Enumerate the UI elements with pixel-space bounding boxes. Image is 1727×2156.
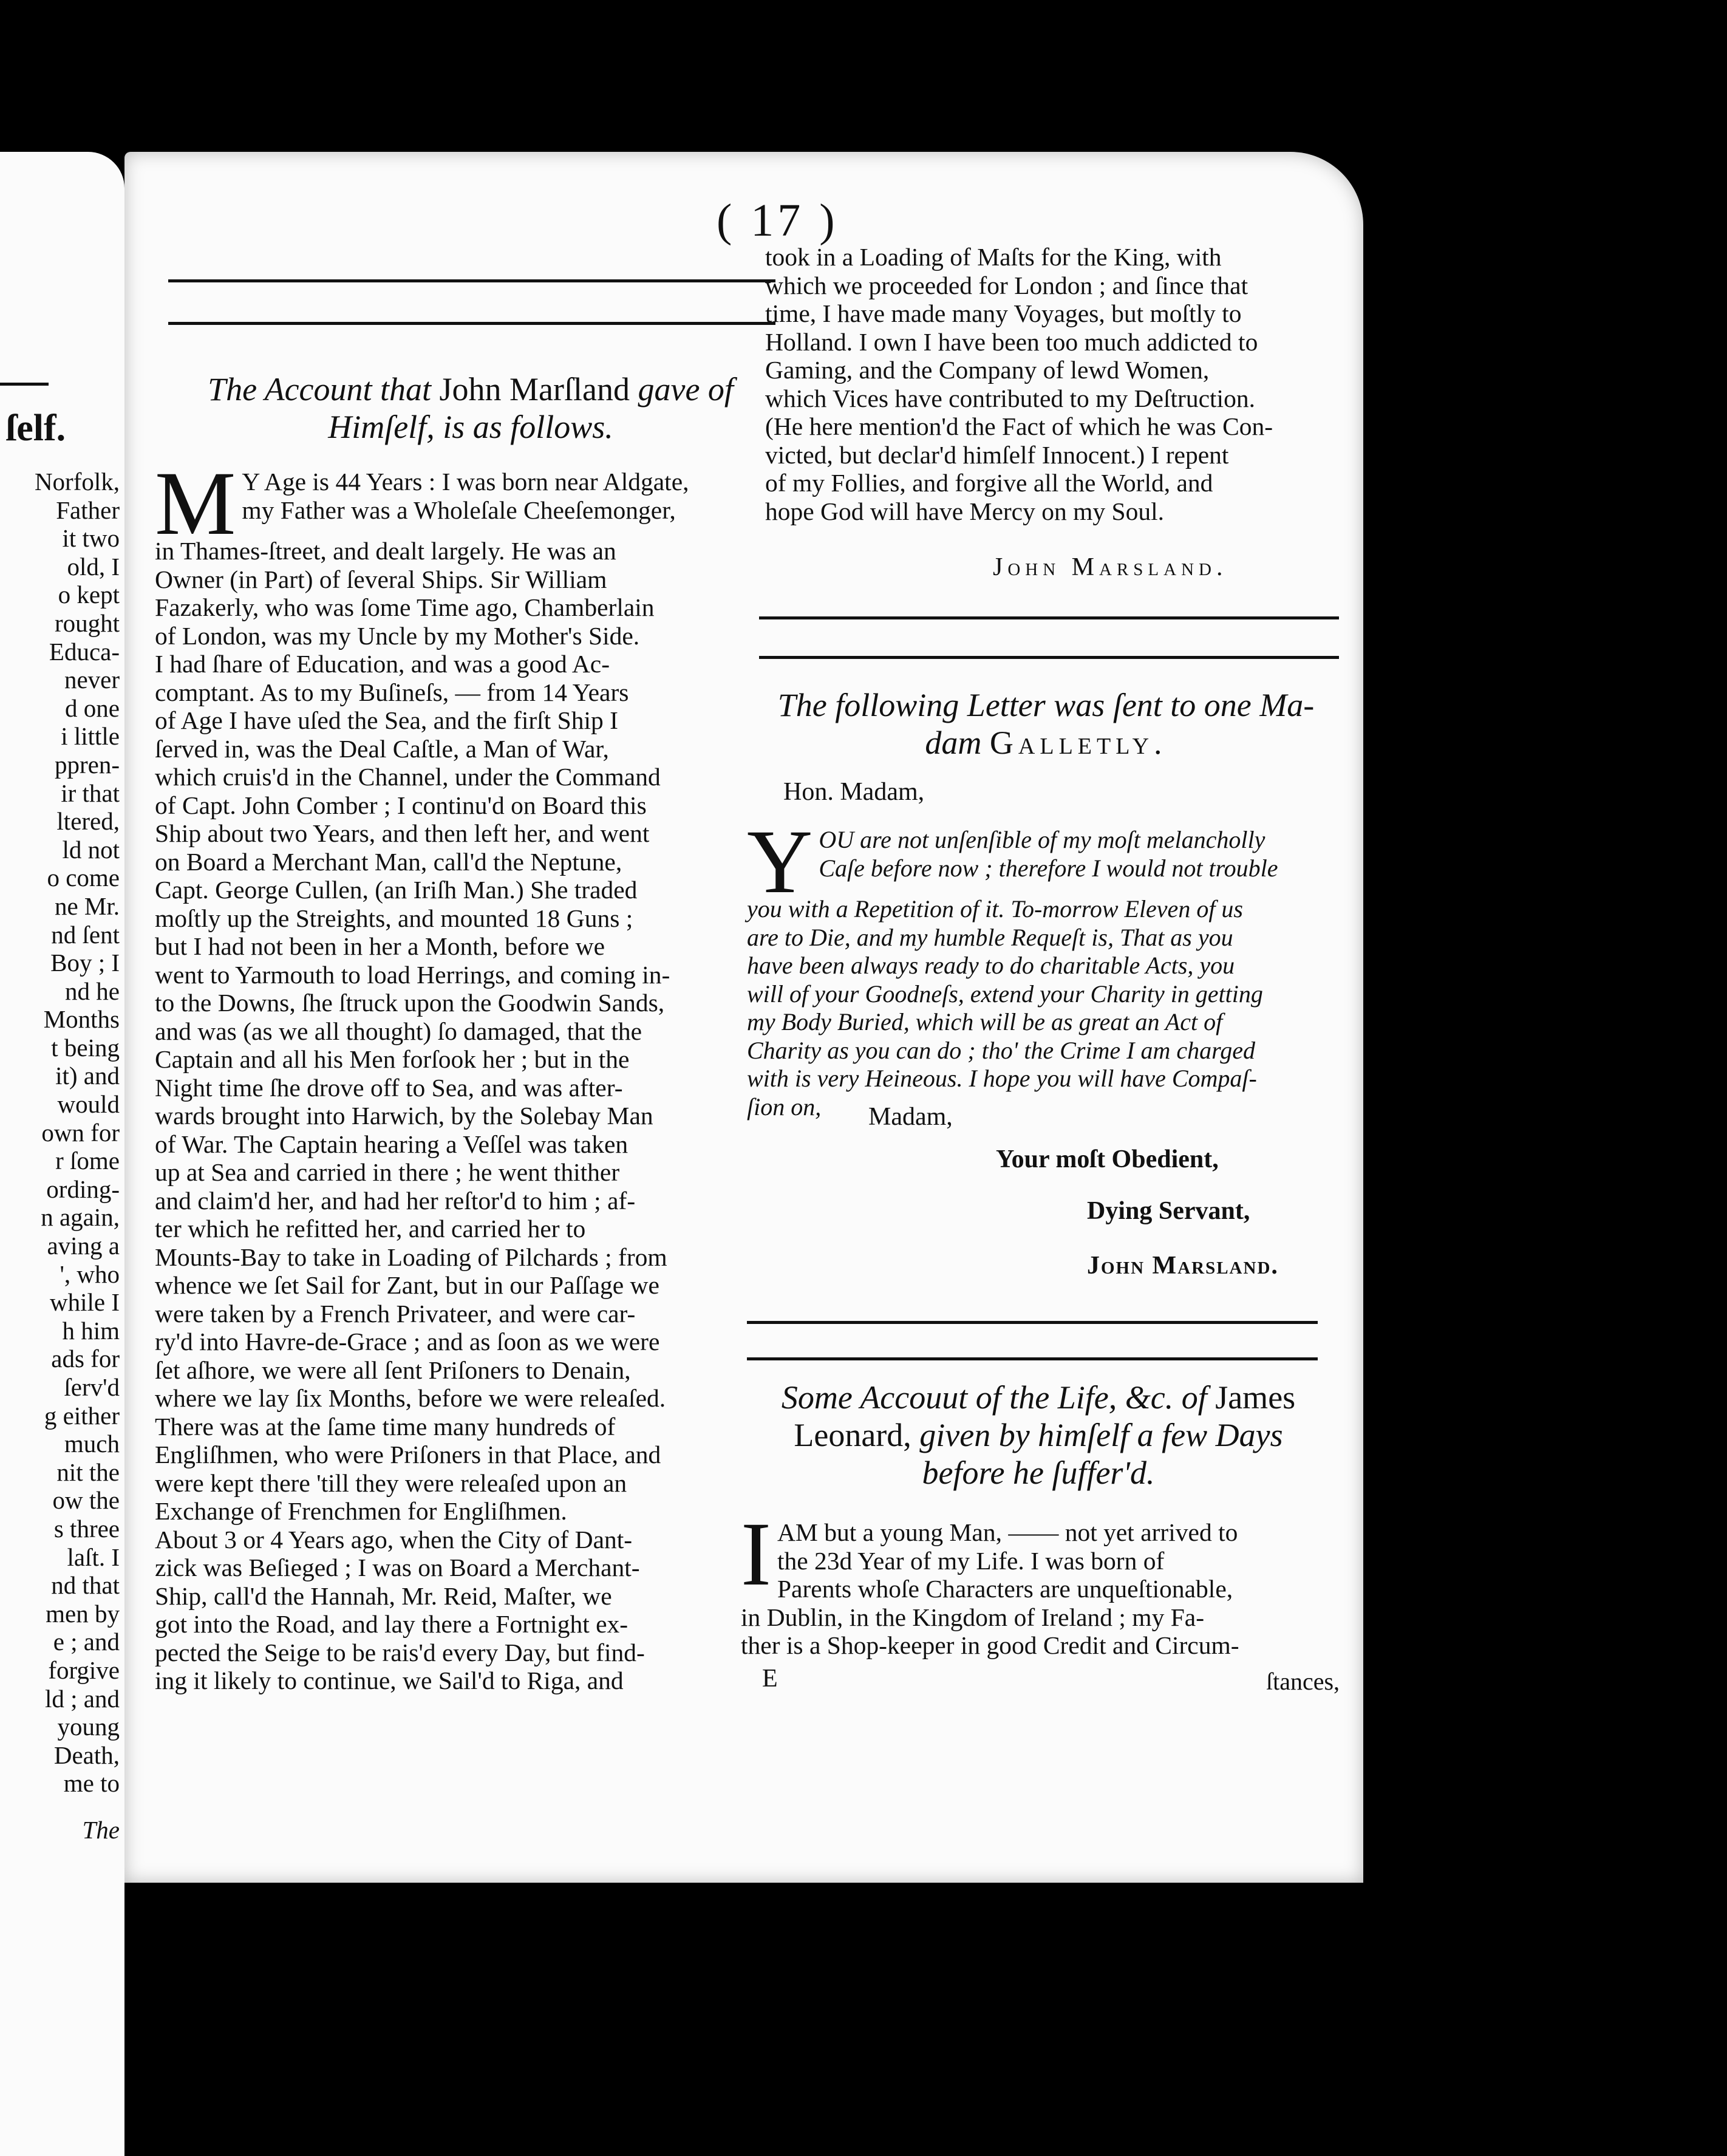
facing-line: ld not bbox=[62, 835, 120, 864]
facing-page-rule bbox=[0, 383, 49, 386]
text-line: of War. The Captain hearing a Veſſel was taken bbox=[155, 1130, 628, 1158]
facing-page-text bbox=[35, 468, 120, 1844]
text-line: of Capt. John Comber ; I continu'd on Board this bbox=[155, 791, 647, 819]
text-line: Parents whoſe Characters are unqueſtionable, bbox=[777, 1575, 1233, 1603]
facing-line: would bbox=[57, 1090, 120, 1119]
text-line: were kept there 'till they were releaſed upon an bbox=[155, 1469, 627, 1497]
letter-signature: John Marsland. bbox=[1087, 1252, 1279, 1280]
facing-line: g either bbox=[44, 1401, 120, 1430]
marsland-signature: John Marsland. bbox=[993, 553, 1228, 581]
text-line: Engliſhmen, who were Priſoners in that Place, and bbox=[155, 1441, 661, 1469]
facing-line: s three bbox=[53, 1514, 120, 1543]
text-line: ter which he refitted her, and carried her to bbox=[155, 1215, 586, 1243]
section-rule-bottom bbox=[759, 656, 1339, 659]
facing-line: rought bbox=[54, 609, 120, 637]
marsland-account bbox=[155, 453, 783, 1695]
letter-heading bbox=[753, 686, 1339, 762]
facing-line: men by bbox=[46, 1599, 120, 1628]
letter-closing-servant: Dying Servant, bbox=[1087, 1197, 1250, 1225]
text-line: Gaming, and the Company of lewd Women, bbox=[765, 356, 1210, 384]
drop-cap: Y bbox=[747, 811, 813, 912]
facing-line: Boy ; I bbox=[50, 949, 120, 977]
facing-line: it two bbox=[62, 524, 120, 553]
facing-line: e ; and bbox=[53, 1628, 120, 1656]
leonard-heading bbox=[738, 1379, 1339, 1492]
text-line: victed, but declar'd himſelf Innocent.) I repent bbox=[765, 440, 1229, 469]
letter-closing-madam: Madam, bbox=[868, 1103, 953, 1131]
facing-line: ads for bbox=[51, 1345, 120, 1373]
text-line: were taken by a French Privateer, and were car- bbox=[155, 1299, 636, 1328]
text-line: which we proceeded for London ; and ſince that bbox=[765, 271, 1248, 299]
text-line: in Thames-ſtreet, and dealt largely. He was an bbox=[155, 537, 616, 565]
signature-mark: E bbox=[762, 1665, 778, 1693]
facing-line: ne Mr. bbox=[54, 892, 120, 920]
facing-line: Months bbox=[43, 1005, 120, 1034]
text-line: got into the Road, and lay there a Fortnight ex- bbox=[155, 1610, 628, 1638]
text-line: Charity as you can do ; tho' the Crime I am charged bbox=[747, 1036, 1255, 1064]
letter-closing-obedient: Your moſt Obedient, bbox=[996, 1145, 1219, 1173]
facing-line: nit the bbox=[56, 1458, 120, 1486]
facing-line: me to bbox=[63, 1769, 120, 1798]
text-line: ſet aſhore, we were all ſent Priſoners to Denain, bbox=[155, 1356, 631, 1384]
facing-line: i little bbox=[61, 722, 120, 751]
text-line: went to Yarmouth to load Herrings, and coming in- bbox=[155, 960, 670, 989]
text-line: OU are not unſenſible of my moſt melancholly bbox=[819, 826, 1265, 853]
text-line: Exchange of Frenchmen for Engliſhmen. bbox=[155, 1497, 567, 1525]
header-rule-bottom bbox=[168, 322, 775, 325]
marsland-heading-name: John Marſland bbox=[439, 371, 630, 408]
catchword: ſtances, bbox=[1266, 1668, 1340, 1695]
facing-line: own for bbox=[41, 1118, 120, 1147]
text-line: (He here mention'd the Fact of which he was Con- bbox=[765, 412, 1273, 440]
facing-line: ow the bbox=[52, 1486, 120, 1515]
facing-line: Educa- bbox=[49, 637, 120, 666]
facing-line: never bbox=[64, 666, 120, 694]
marsland-continuation bbox=[765, 243, 1339, 525]
facing-line: ording- bbox=[46, 1175, 120, 1203]
text-line: ing it likely to continue, we Sail'd to Riga, and bbox=[155, 1666, 624, 1694]
text-line: ſion on, bbox=[747, 1093, 822, 1121]
text-line: my Father was a Wholeſale Cheeſemonger, bbox=[242, 496, 676, 524]
text-line: comptant. As to my Buſineſs, — from 14 Years bbox=[155, 678, 629, 706]
text-line: which Vices have contributed to my Deſtruction. bbox=[765, 384, 1255, 412]
text-line: ry'd into Havre-de-Grace ; and as ſoon as we were bbox=[155, 1328, 660, 1356]
text-line: ſerved in, was the Deal Caſtle, a Man of War, bbox=[155, 734, 609, 763]
text-line: of London, was my Uncle by my Mother's Side. bbox=[155, 621, 640, 650]
drop-cap: M bbox=[155, 453, 236, 554]
text-line: but I had not been in her a Month, before we bbox=[155, 932, 605, 960]
facing-page-fragment bbox=[0, 152, 124, 2156]
text-line: Ship, call'd the Hannah, Mr. Reid, Maſter, we bbox=[155, 1581, 612, 1610]
facing-line: nd that bbox=[51, 1571, 120, 1600]
letter-heading-line1: The following Letter was ſent to one Ma- bbox=[777, 687, 1315, 723]
text-line: wards brought into Harwich, by the Solebay Man bbox=[155, 1102, 653, 1130]
facing-line: o kept bbox=[58, 581, 120, 609]
text-line: Mounts-Bay to take in Loading of Pilchards ; from bbox=[155, 1243, 667, 1271]
facing-line: while I bbox=[50, 1288, 120, 1317]
facing-line: it) and bbox=[55, 1062, 120, 1090]
facing-line: d one bbox=[65, 694, 120, 722]
facing-line: nd ſent bbox=[51, 920, 120, 949]
section-rule-bottom bbox=[747, 1357, 1318, 1360]
facing-line: o come bbox=[47, 864, 120, 892]
leonard-account bbox=[741, 1504, 1324, 1660]
facing-line: n again, bbox=[41, 1203, 120, 1232]
text-line: pected the Seige to be rais'd every Day, but find- bbox=[155, 1638, 645, 1666]
text-line: took in a Loading of Maſts for the King, with bbox=[765, 243, 1222, 271]
text-line: of my Follies, and forgive all the World, and bbox=[765, 469, 1213, 497]
text-line: to the Downs, ſhe ſtruck upon the Goodwin Sands, bbox=[155, 989, 665, 1017]
section-rule-top bbox=[747, 1321, 1318, 1324]
leonard-heading-name: James bbox=[1215, 1379, 1296, 1416]
leonard-heading-name: Leonard, bbox=[794, 1417, 911, 1453]
facing-page-heading: ſelf. bbox=[6, 408, 66, 449]
leonard-heading-part: Some Accouut of the Life, &c. of bbox=[781, 1379, 1207, 1416]
text-line: About 3 or 4 Years ago, when the City of Dant- bbox=[155, 1525, 633, 1554]
facing-line: old, I bbox=[67, 552, 120, 581]
text-line: the 23d Year of my Life. I was born of bbox=[777, 1546, 1165, 1575]
text-line: zick was Beſieged ; I was on Board a Merchant- bbox=[155, 1554, 640, 1581]
text-line: There was at the ſame time many hundreds of bbox=[155, 1412, 616, 1441]
facing-line: nd he bbox=[65, 977, 120, 1005]
text-line: Capt. George Cullen, (an Iriſh Man.) She traded bbox=[155, 876, 638, 904]
text-line: Holland. I own I have been too much addicted to bbox=[765, 327, 1258, 356]
text-line: moſtly up the Streights, and mounted 18 Guns ; bbox=[155, 904, 633, 932]
marsland-heading-part: gave of bbox=[638, 371, 734, 408]
text-line: hope God will have Mercy on my Soul. bbox=[765, 497, 1164, 525]
text-line: and was (as we all thought) ſo damaged, that the bbox=[155, 1017, 642, 1045]
page bbox=[124, 152, 1363, 1883]
marsland-heading-part: The Account that bbox=[208, 371, 432, 408]
letter-body bbox=[747, 811, 1339, 1121]
text-line: with is very Heineous. I hope you will have Compaſ- bbox=[747, 1065, 1257, 1092]
text-line: Captain and all his Men forſook her ; but in the bbox=[155, 1045, 630, 1073]
page-number: ( 17 ) bbox=[717, 195, 839, 246]
drop-cap: I bbox=[741, 1504, 771, 1605]
text-line: and claim'd her, and had her reſtor'd to him ; af- bbox=[155, 1186, 636, 1215]
facing-line: ', who bbox=[60, 1260, 120, 1288]
text-line: AM but a young Man, —— not yet arrived to bbox=[777, 1518, 1238, 1546]
facing-line: Norfolk, bbox=[34, 468, 120, 496]
text-line: Owner (in Part) of ſeveral Ships. Sir William bbox=[155, 565, 607, 593]
facing-line: Death, bbox=[53, 1741, 120, 1769]
facing-line: r ſome bbox=[55, 1147, 120, 1175]
facing-line: ld ; and bbox=[45, 1684, 120, 1713]
facing-line: forgive bbox=[48, 1656, 120, 1684]
text-line: Night time ſhe drove off to Sea, and was after- bbox=[155, 1073, 623, 1102]
text-line: up at Sea and carried in there ; he went thither bbox=[155, 1158, 620, 1186]
facing-line: t being bbox=[51, 1033, 120, 1062]
text-line: whence we ſet Sail for Zant, but in our Paſſage we bbox=[155, 1271, 659, 1299]
text-line: ther is a Shop-keeper in good Credit and Circum- bbox=[741, 1631, 1239, 1659]
facing-footer: The bbox=[82, 1815, 120, 1844]
facing-line: ltered, bbox=[56, 807, 120, 836]
leonard-heading-line3: before he ſuffer'd. bbox=[922, 1455, 1155, 1491]
letter-heading-name: Galletly. bbox=[989, 725, 1167, 761]
text-line: time, I have made many Voyages, but moſtly to bbox=[765, 299, 1242, 327]
text-line: Caſe before now ; therefore I would not trouble bbox=[819, 854, 1278, 882]
facing-line: aving a bbox=[47, 1232, 120, 1260]
letter-heading-part: dam bbox=[925, 725, 982, 761]
text-line: on Board a Merchant Man, call'd the Neptune, bbox=[155, 847, 622, 876]
header-rule-top bbox=[168, 279, 775, 282]
text-line: you with a Repetition of it. To-morrow Eleven of us bbox=[747, 895, 1243, 923]
facing-line: ſerv'd bbox=[64, 1373, 120, 1401]
marsland-heading-line2: Himſelf, is as follows. bbox=[328, 409, 613, 445]
text-line: have been always ready to do charitable Acts, you bbox=[747, 952, 1235, 979]
facing-line: ir that bbox=[61, 779, 120, 807]
text-line: my Body Buried, which will be as great an Act of bbox=[747, 1008, 1223, 1035]
text-line: are to Die, and my humble Requeſt is, That as you bbox=[747, 923, 1233, 951]
text-line: in Dublin, in the Kingdom of Ireland ; my Fa- bbox=[741, 1603, 1205, 1631]
facing-line: much bbox=[64, 1430, 120, 1458]
section-rule-top bbox=[759, 616, 1339, 619]
facing-line: laſt. I bbox=[67, 1543, 120, 1571]
text-line: will of your Goodneſs, extend your Charity in getting bbox=[747, 980, 1263, 1008]
text-line: Ship about two Years, and then left her, and went bbox=[155, 819, 650, 847]
facing-line: Father bbox=[56, 496, 120, 524]
marsland-heading bbox=[155, 370, 786, 446]
facing-line: h him bbox=[62, 1316, 120, 1345]
text-line: I had ſhare of Education, and was a good Ac- bbox=[155, 650, 610, 678]
text-line: which cruis'd in the Channel, under the Command bbox=[155, 763, 661, 791]
text-line: of Age I have uſed the Sea, and the firſt Ship I bbox=[155, 706, 618, 734]
text-line: Fazakerly, who was ſome Time ago, Chamberlain bbox=[155, 593, 655, 621]
facing-line: ppren- bbox=[54, 750, 120, 779]
leonard-heading-part: given by himſelf a few Days bbox=[919, 1417, 1283, 1453]
text-line: where we lay ſix Months, before we were releaſed. bbox=[155, 1384, 666, 1412]
text-line: Y Age is 44 Years : I was born near Aldgate, bbox=[242, 468, 689, 496]
letter-salutation: Hon. Madam, bbox=[783, 778, 925, 806]
facing-line: young bbox=[57, 1713, 120, 1741]
